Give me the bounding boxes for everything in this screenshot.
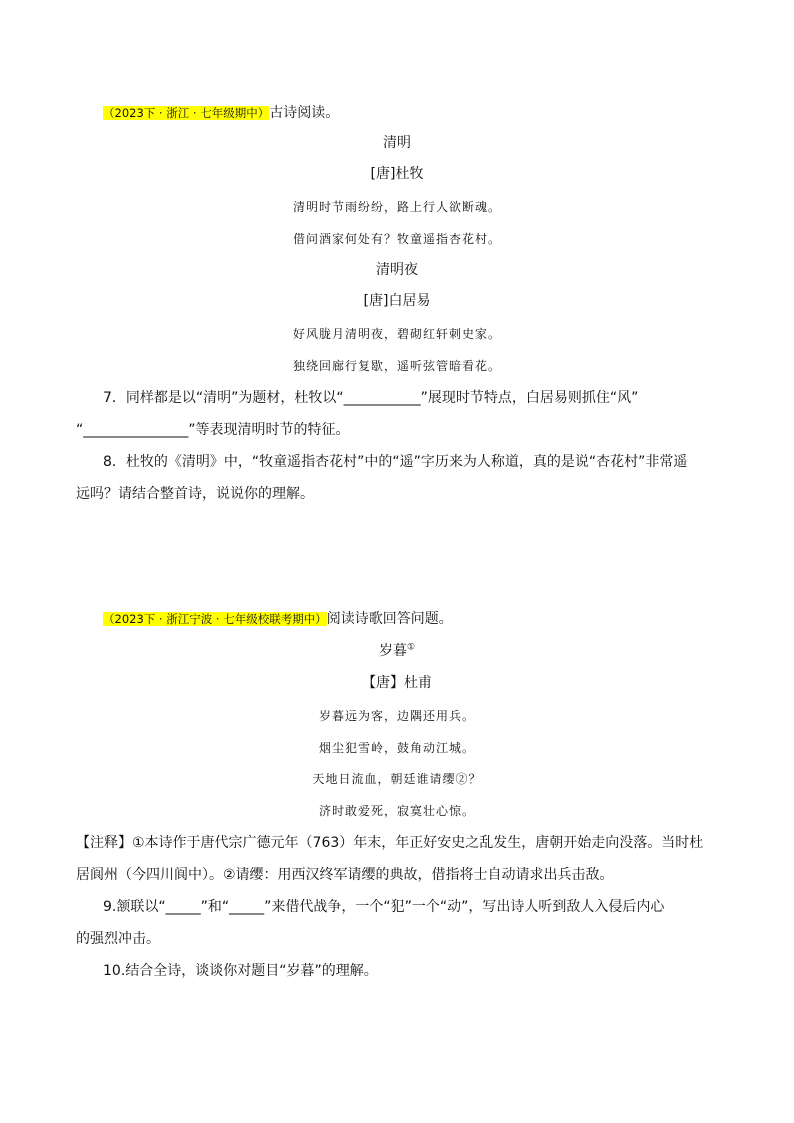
question-9-line-1: 9.颔联以“_____”和“_____”来借代战争，一个“犯”一个“动”，写出诗人听到敌人入侵后内心 [103, 899, 665, 915]
poem3-line-1: 岁暮远为客，边隅还用兵。 [318, 709, 475, 723]
poem3-line-2: 烟尘犯雪岭，鼓角动江城。 [318, 741, 475, 755]
poem1-line-1: 清明时节雨纷纷，路上行人欲断魂。 [292, 200, 501, 214]
source-highlight: （2023下 · 浙江 · 七年级期中） [103, 106, 270, 120]
poem3-author: 【唐】杜甫 [362, 675, 432, 691]
poem3-line-4: 济时敢爱死，寂寞壮心惊。 [318, 804, 475, 818]
question-10: 10.结合全诗，谈谈你对题目“岁暮”的理解。 [103, 963, 378, 979]
question-7-line-2: “_______________”等表现清明时节的特征。 [76, 422, 350, 438]
poem2-title: 清明夜 [376, 262, 418, 278]
source-highlight: （2023下 · 浙江宁波 · 七年级校联考期中） [103, 612, 327, 626]
section1-intro: 古诗阅读。 [269, 105, 340, 121]
poem1-line-2: 借问酒家何处有？牧童遥指杏花村。 [292, 232, 501, 246]
poem3-line-3: 天地日流血，朝廷谁请缨②？ [312, 772, 482, 786]
poem2-author: [唐]白居易 [363, 293, 431, 309]
question-9-line-2: 的强烈冲击。 [76, 931, 160, 947]
poem3-title [0, 641, 794, 661]
question-8-line-2: 远吗？请结合整首诗，说说你的理解。 [76, 486, 314, 502]
poem3-title-note: ① [406, 642, 416, 653]
section2-intro: 阅读诗歌回答问题。 [326, 611, 453, 627]
poem3-title-text: 岁暮 [378, 643, 407, 659]
poem2-line-1: 好风胧月清明夜，碧砌红轩刺史家。 [292, 327, 501, 341]
question-7-line-1: 7．同样都是以“清明”为题材，杜牧以“___________”展现时节特点，白居易则抓住“风” [103, 390, 639, 406]
annotation-line-1: 【注释】①本诗作于唐代宗广德元年（763）年末，年正好安史之乱发生，唐朝开始走向没落。当时杜 [76, 835, 704, 851]
section2-header [103, 609, 453, 629]
poem2-line-2: 独绕回廊行复歇，遥听弦管暗看花。 [292, 359, 501, 373]
poem1-author: [唐]杜牧 [370, 166, 424, 182]
section1-header [103, 103, 339, 123]
poem1-title: 清明 [383, 135, 411, 151]
question-8-line-1: 8．杜牧的《清明》中，“牧童遥指杏花村”中的“遥”字历来为人称道，真的是说“杏花村”非常遥 [103, 454, 688, 470]
annotation-line-2: 居阆州（今四川阆中）。②请缨：用西汉终军请缨的典故，借指将士自动请求出兵击敌。 [76, 867, 614, 883]
